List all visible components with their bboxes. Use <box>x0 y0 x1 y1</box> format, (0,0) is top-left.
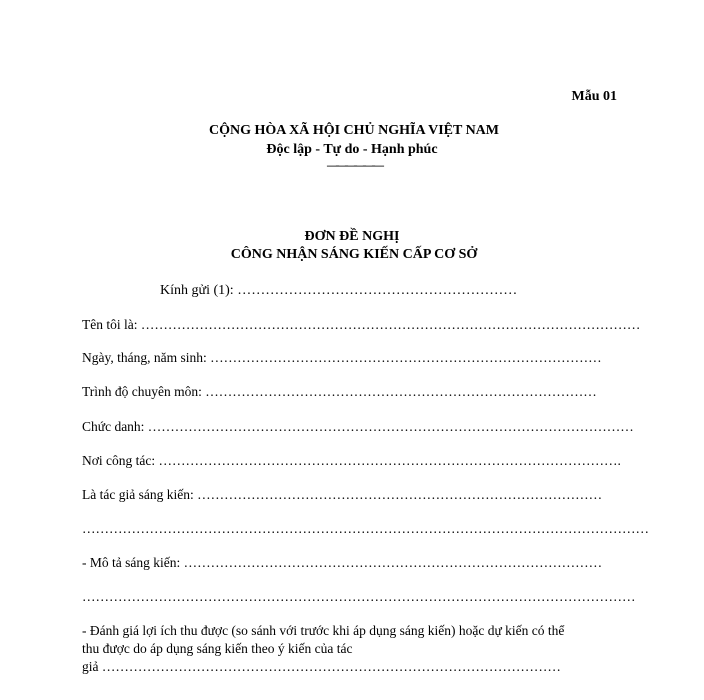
separator: —————— <box>327 158 381 172</box>
benefit-line-3: giả ………………………………………………………………………………………… <box>82 659 561 674</box>
author-field: Là tác giả sáng kiến: ……………………………………………………………………………… <box>82 487 603 502</box>
benefit-line-1: - Đánh giá lợi ích thu được (so sánh với trước khi áp dụng sáng kiến) hoặc dự kiến có thể <box>82 623 565 638</box>
form-code: Mẫu 01 <box>571 89 617 104</box>
document-title: ĐƠN ĐỀ NGHỊ <box>304 229 400 244</box>
name-field: Tên tôi là: ………………………………………………………………………………………………… <box>82 317 641 332</box>
motto: Độc lập - Tự do - Hạnh phúc <box>266 142 438 157</box>
dob-field: Ngày, tháng, năm sinh: …………………………………………………………………………… <box>82 350 602 365</box>
description-field: - Mô tả sáng kiến: ………………………………………………………………………………… <box>82 555 603 570</box>
qualification-field: Trình độ chuyên môn: …………………………………………………………………………… <box>82 384 597 399</box>
recipient-line: Kính gửi (1): …………………………………………………… <box>160 283 518 298</box>
description-continuation: …………………………………………………………………………………………………………… <box>82 589 636 604</box>
document-subtitle: CÔNG NHẬN SÁNG KIẾN CẤP CƠ SỞ <box>230 247 478 262</box>
workplace-field: Nơi công tác: …………………………………………………………………………………………. <box>82 453 621 468</box>
author-continuation: ……………………………………………………………………………………………………………… <box>82 521 649 536</box>
position-field: Chức danh: ……………………………………………………………………………………………… <box>82 419 634 434</box>
benefit-line-2: thu được do áp dụng sáng kiến theo ý kiến của tác <box>82 641 353 656</box>
country-heading: CỘNG HÒA XÃ HỘI CHỦ NGHĨA VIỆT NAM <box>208 123 499 138</box>
